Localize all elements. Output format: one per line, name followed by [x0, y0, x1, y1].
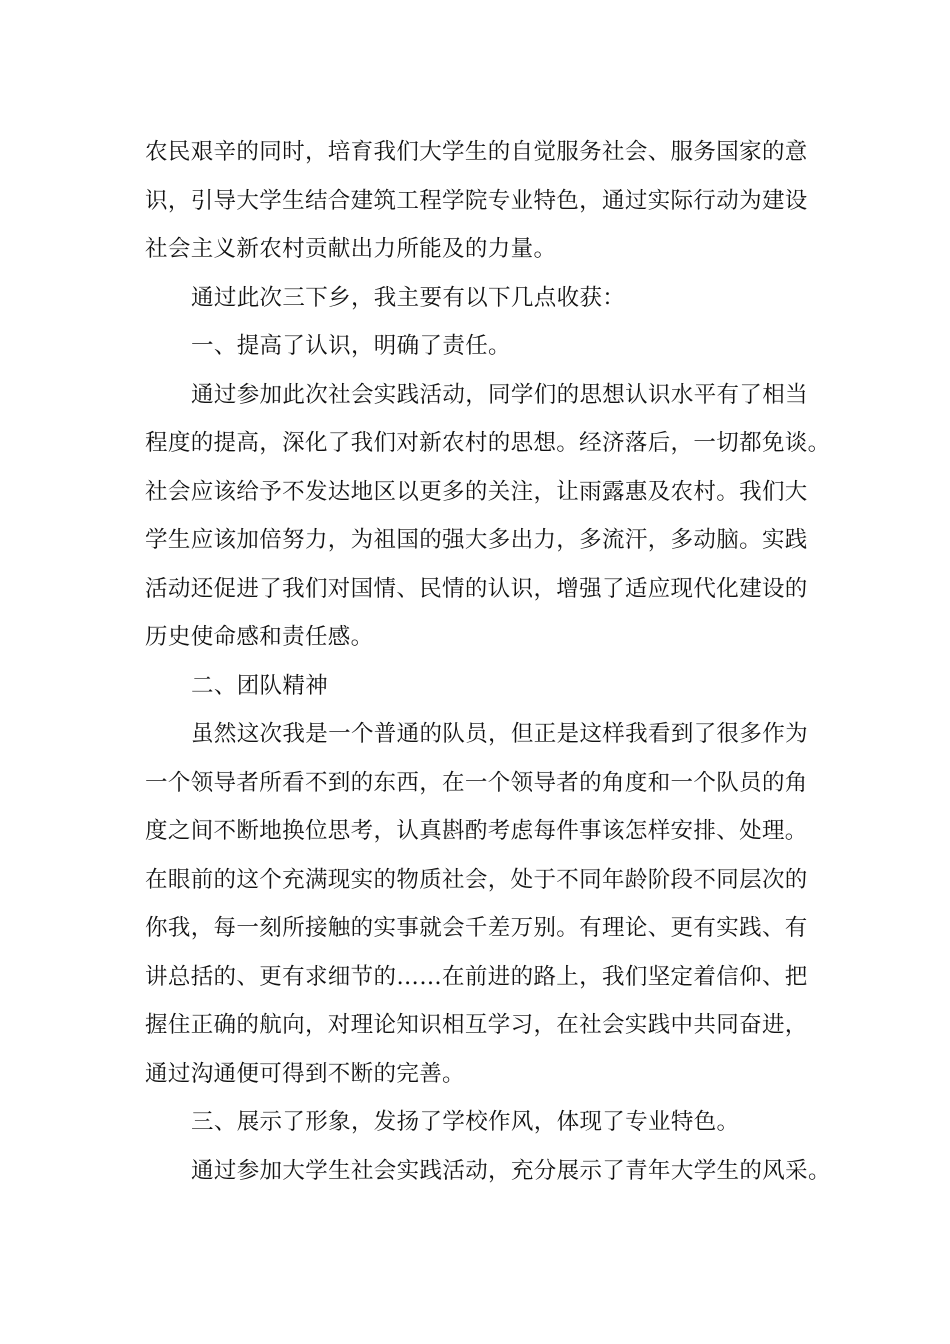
text-line: 历史使命感和责任感。	[145, 624, 374, 650]
text-line: 识，引导大学生结合建筑工程学院专业特色，通过实际行动为建设	[145, 187, 808, 214]
text-line: 通过沟通便可得到不断的完善。	[145, 1060, 465, 1087]
paragraph-start: 通过参加此次社会实践活动，同学们的思想认识水平有了相当	[191, 381, 808, 408]
section-heading-3: 三、展示了形象，发扬了学校作风，体现了专业特色。	[191, 1109, 740, 1135]
section-heading-1: 一、提高了认识，明确了责任。	[191, 333, 511, 359]
text-line: 一个领导者所看不到的东西，在一个领导者的角度和一个队员的角	[145, 769, 808, 796]
text-line: 握住正确的航向，对理论知识相互学习，在社会实践中共同奋进，	[145, 1012, 808, 1038]
text-line: 活动还促进了我们对国情、民情的认识，增强了适应现代化建设的	[145, 575, 808, 602]
paragraph-start: 通过此次三下乡，我主要有以下几点收获：	[191, 284, 626, 311]
text-line: 社会主义新农村贡献出力所能及的力量。	[145, 236, 557, 262]
text-line: 学生应该加倍努力，为祖国的强大多出力，多流汗，多动脑。实践	[145, 527, 808, 553]
text-line: 讲总括的、更有求细节的……在前进的路上，我们坚定着信仰、把	[145, 963, 808, 990]
text-line: 农民艰辛的同时，培育我们大学生的自觉服务社会、服务国家的意	[145, 139, 808, 165]
text-line: 你我，每一刻所接触的实事就会千差万别。有理论、更有实践、有	[145, 915, 808, 941]
paragraph-start: 虽然这次我是一个普通的队员，但正是这样我看到了很多作为	[191, 721, 808, 747]
text-line: 社会应该给予不发达地区以更多的关注，让雨露惠及农村。我们大	[145, 478, 808, 505]
text-line: 程度的提高，深化了我们对新农村的思想。经济落后，一切都免谈。	[145, 430, 831, 456]
section-heading-2: 二、团队精神	[191, 672, 329, 699]
text-line: 在眼前的这个充满现实的物质社会，处于不同年龄阶段不同层次的	[145, 866, 808, 893]
paragraph-start: 通过参加大学生社会实践活动，充分展示了青年大学生的风采。	[191, 1157, 831, 1184]
body-text	[145, 128, 835, 1195]
text-line: 度之间不断地换位思考，认真斟酌考虑每件事该怎样安排、处理。	[145, 818, 808, 844]
